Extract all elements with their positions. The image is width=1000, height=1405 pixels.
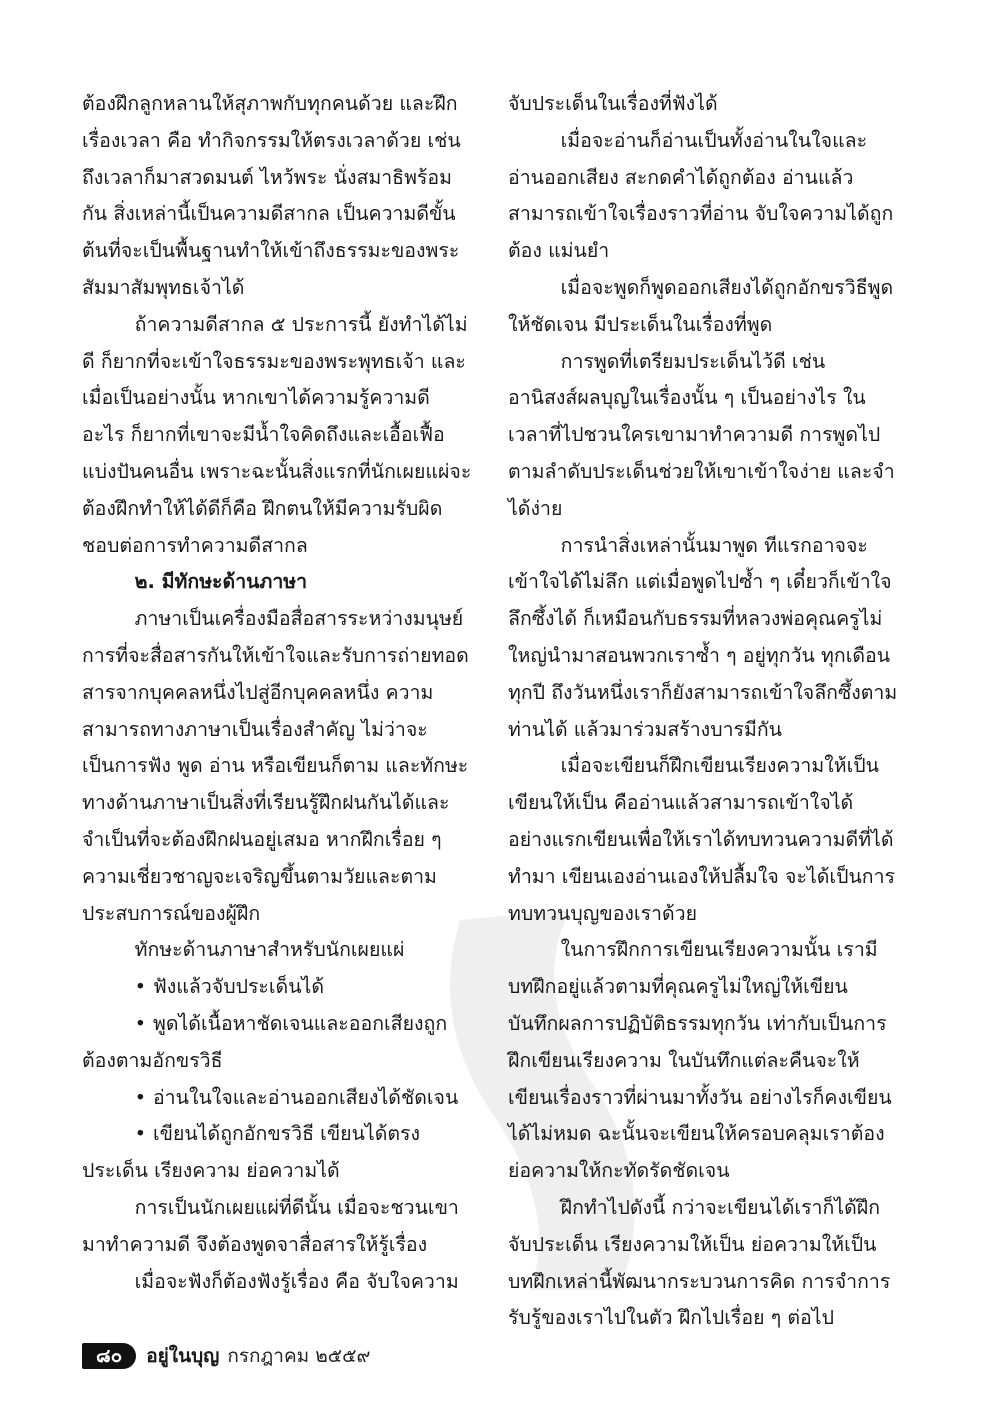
bullet-icon: • [134,1011,147,1035]
right-column [508,86,898,1337]
paragraph: ต้องฝึกลูกหลานให้สุภาพกับทุกคนด้วย และฝึกเรื่องเวลา คือ ทำกิจกรรมให้ตรงเวลาด้วย เช่น ถึงเวลาก็มาสวดมนต์ ไหว้พระ นั่งสมาธิพร้อมกัน สิ่งเหล่านี้เป็นความดีสากล เป็นความดีขั้นต้นที่จะเป็นพื้นฐานทำให้เข้าถึงธรรมะของพระสัมมาสัมพุทธเจ้าได้ [82,92,461,299]
left-column [82,86,472,1300]
paragraph: จับประเด็นในเรื่องที่ฟังได้ [508,92,718,115]
issue-date: กรกฎาคม ๒๕๕๙ [227,1345,371,1367]
bullet-text: อ่านในใจและอ่านออกเสียงได้ชัดเจน [152,1085,459,1109]
paragraph: การพูดที่เตรียมประเด็นไว้ดี เช่น อานิสงส์ผลบุญในเรื่องนั้น ๆ เป็นอย่างไร ในเวลาที่ไปชวนใครเขามาทำความดี การพูดไปตามลำดับประเด็นช่วยให้เขาเข้าใจง่าย และจำได้ง่าย [508,349,895,520]
bullet-icon: • [134,1085,147,1109]
paragraph: เมื่อจะเขียนก็ฝึกเขียนเรียงความให้เป็นเขียนให้เป็น คืออ่านแล้วสามารถเข้าใจได้ อย่างแรกเขียนเพื่อให้เราได้ทบทวนความดีที่ได้ทำมา เขียนเองอ่านเองให้ปลื้มใจ จะได้เป็นการทบทวนบุญของเราด้วย [508,754,896,925]
paragraph: เมื่อจะพูดก็พูดออกเสียงได้ถูกอักขรวิธีพูดให้ชัดเจน มีประเด็นในเรื่องที่พูด [508,275,894,336]
page-number: ๘๐ [82,1343,136,1369]
bullet-text: เขียนได้ถูกอักขรวิธี เขียนได้ตรงประเด็น เรียงความ ย่อความได้ [82,1122,421,1183]
bullet-item [82,1116,472,1190]
page-footer [82,1343,370,1369]
bullet-item [82,969,472,1006]
paragraph: เมื่อจะฟังก็ต้องฟังรู้เรื่อง คือ จับใจความ [134,1269,459,1293]
paragraph: ภาษาเป็นเครื่องมือสื่อสารระหว่างมนุษย์ การที่จะสื่อสารกันให้เข้าใจและรับการถ่ายทอดสารจากบุคคลหนึ่งไปสู่อีกบุคคลหนึ่ง ความสามารถทางภาษาเป็นเรื่องสำคัญ ไม่ว่าจะเป็นการฟัง พูด อ่าน หรือเขียนก็ตาม และทักษะทางด้านภาษาเป็นสิ่งที่เรียนรู้ฝึกฝนกันได้และจำเป็นที่จะต้องฝึกฝนอยู่เสมอ หากฝึกเรื่อย ๆ ความเชี่ยวชาญจะเจริญขึ้นตามวัยและตามประสบการณ์ของผู้ฝึก [82,607,469,925]
section-heading: ๒. มีทักษะด้านภาษา [134,570,308,594]
paragraph: ในการฝึกการเขียนเรียงความนั้น เรามีบทฝึกอยู่แล้วตามที่คุณครูไม่ใหญ่ให้เขียนบันทึกผลการปฏิบัติธรรมทุกวัน เท่ากับเป็นการฝึกเขียนเรียงความ ในบันทึกแต่ละคืนจะให้เขียนเรื่องราวที่ผ่านมาทั้งวัน อย่างไรก็คงเขียนได้ไม่หมด ฉะนั้นจะเขียนให้ครอบคลุมเราต้องย่อความให้กะทัดรัดชัดเจน [508,938,892,1183]
bullet-icon: • [134,1122,147,1146]
paragraph: เมื่อจะอ่านก็อ่านเป็นทั้งอ่านในใจและอ่านออกเสียง สะกดคำได้ถูกต้อง อ่านแล้วสามารถเข้าใจเรื่องราวที่อ่าน จับใจความได้ถูกต้อง แม่นยำ [508,128,894,263]
bullet-text: พูดได้เนื้อหาชัดเจนและออกเสียงถูกต้องตามอักขรวิธี [82,1011,448,1072]
bullet-icon: • [134,975,147,999]
paragraph: การเป็นนักเผยแผ่ที่ดีนั้น เมื่อจะชวนเขามาทำความดี จึงต้องพูดจาสื่อสารให้รู้เรื่อง [82,1195,459,1256]
paragraph: ทักษะด้านภาษาสำหรับนักเผยแผ่ [134,938,405,962]
paragraph: ถ้าความดีสากล ๕ ประการนี้ ยังทำได้ไม่ดี ก็ยากที่จะเข้าใจธรรมะของพระพุทธเจ้า และเมื่อเป็นอย่างนั้น หากเขาได้ความรู้ความดีอะไร ก็ยากที่เขาจะมีน้ำใจคิดถึงและเอื้อเฟื้อแบ่งปันคนอื่น เพราะฉะนั้นสิ่งแรกที่นักเผยแผ่จะต้องฝึกทำให้ได้ดีก็คือ ฝึกตนให้มีความรับผิดชอบต่อการทำความดีสากล [82,312,472,557]
magazine-name: อยู่ในบุญ [146,1345,220,1367]
bullet-item [82,1006,472,1080]
bullet-text: ฟังแล้วจับประเด็นได้ [152,975,325,999]
paragraph: การนำสิ่งเหล่านั้นมาพูด ทีแรกอาจจะเข้าใจได้ไม่ลึก แต่เมื่อพูดไปซ้ำ ๆ เดี๋ยวก็เข้าใจลึกซึ้งได้ ก็เหมือนกับธรรมที่หลวงพ่อคุณครูไม่ใหญ่นำมาสอนพวกเราซ้ำ ๆ อยู่ทุกวัน ทุกเดือน ทุกปี ถึงวันหนึ่งเราก็ยังสามารถเข้าใจลึกซึ้งตามท่านได้ แล้วมาร่วมสร้างบารมีกัน [508,533,898,741]
paragraph: ฝึกทำไปดังนี้ กว่าจะเขียนได้เราก็ได้ฝึกจับประเด็น เรียงความให้เป็น ย่อความให้เป็นบทฝึกเหล่านี้พัฒนากระบวนการคิด การจำการรับรู้ของเราไปในตัว ฝึกไปเรื่อย ๆ ต่อไป [508,1195,891,1330]
bullet-item [82,1080,472,1117]
